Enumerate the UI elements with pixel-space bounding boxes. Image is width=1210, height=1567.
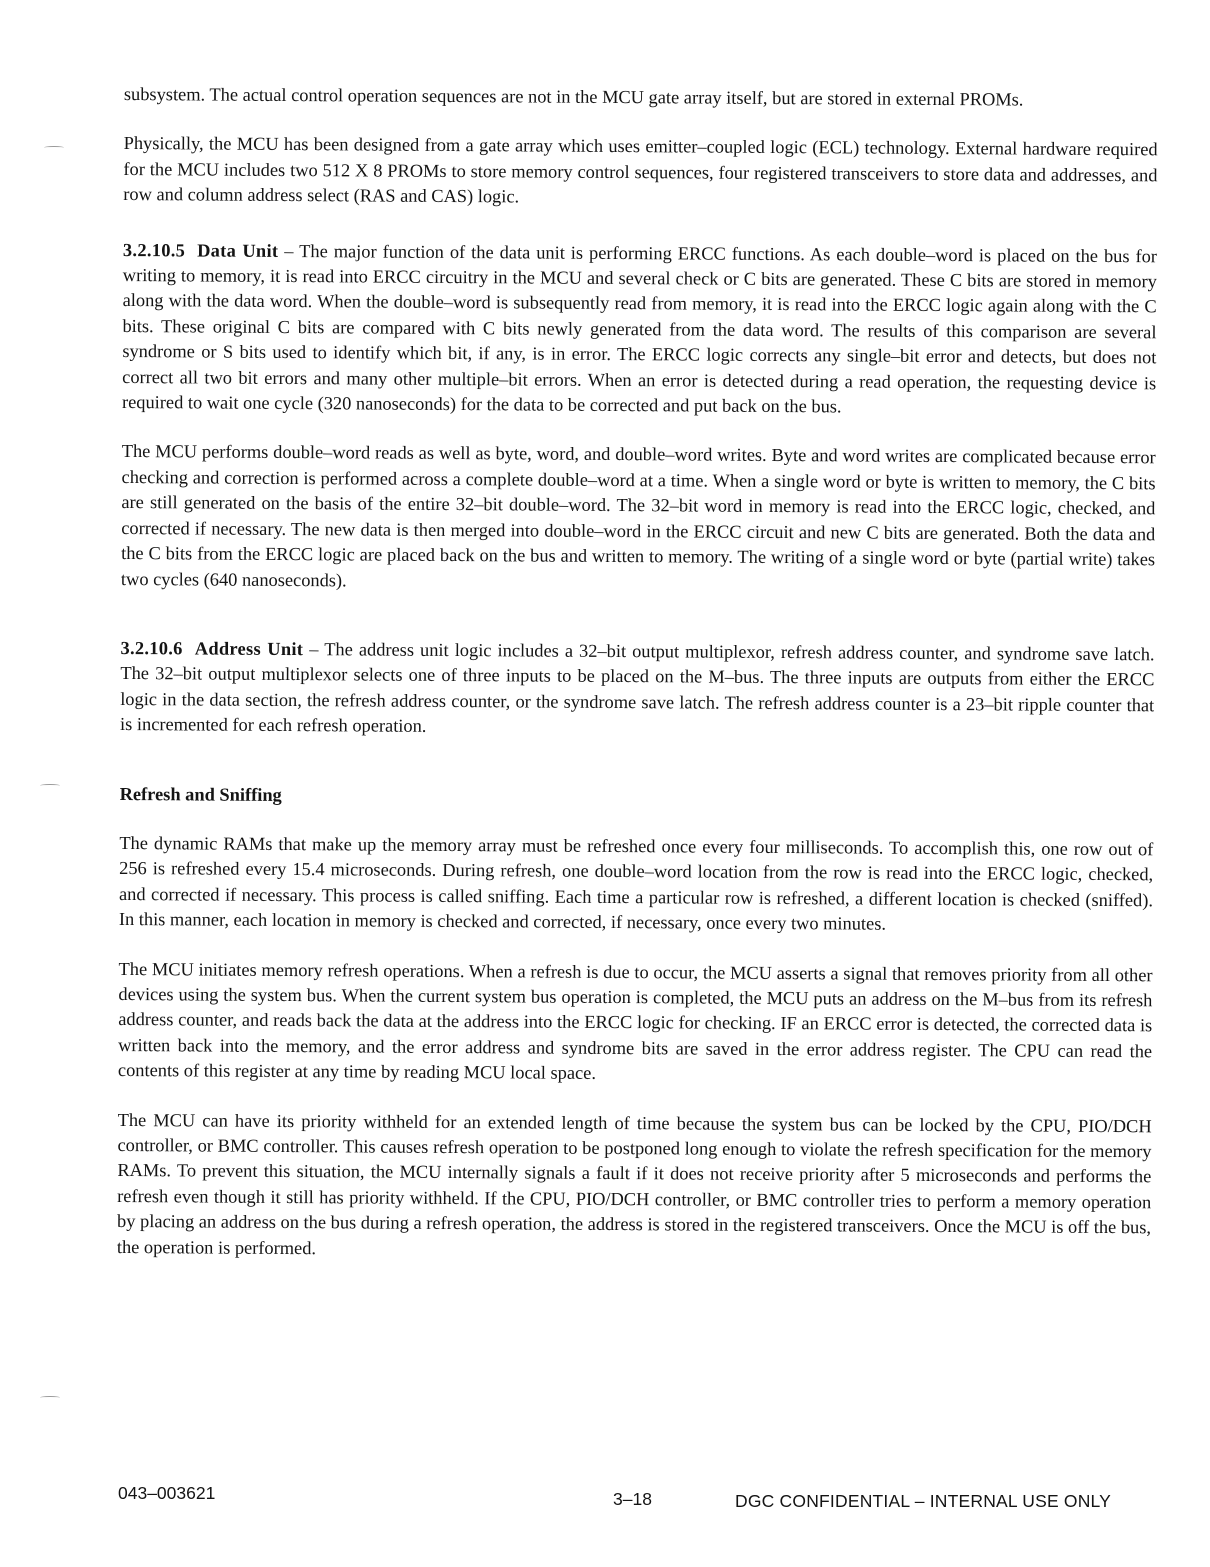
section-number-address-unit: 3.2.10.6 (120, 637, 183, 659)
margin-scan-mark (40, 1396, 60, 1399)
paragraph-priority-withheld: The MCU can have its priority withheld for an extended length of time because the system bus can be locked by the CPU, PIO/DCH controller, or BMC controller. This causes refresh operation to be postponed long enough to violate the refresh specification for the memory RAMs. To prevent this situation, the MCU internally signals a fault if it does not receive priority after 5 microseconds and performs the refresh even though it still has priority withheld. If the CPU, PIO/DCH controller, or BMC controller tries to perform a memory operation by placing an address on the bus during a refresh operation, the address is stored in the registered transceivers. Once the MCU is off the bus, the operation is performed. (116, 1109, 1152, 1258)
paragraph-dynamic-rams: The dynamic RAMs that make up the memory array must be refreshed once every four milliseconds. To accomplish this, one row out of 256 is refreshed every 15.4 microseconds. During refresh, one double–word location from the row is read into the ERCC logic, checked, and corrected if necessary. This process is called sniffing. Each time a particular row is refreshed, a different location is checked (sniffed). In this manner, each location in memory is checked and corrected, if necessary, once every two minutes. (118, 832, 1154, 934)
document-body (117, 82, 1158, 1266)
section-data-unit (122, 238, 1157, 422)
confidential-notice: DGC CONFIDENTIAL – INTERNAL USE ONLY (735, 1491, 1112, 1511)
address-unit-text: The address unit logic includes a 32–bit output multiplexor, refresh address counter, and syndrome save latch. The 32–bit output multiplexor selects one of three inputs to be placed on the M–bus. The three inputs are outputs from either the ERCC logic in the data section, the refresh address counter, or the syndrome save latch. The refresh address counter is a 23–bit ripple counter that is incremented for each refresh operation. (120, 639, 1155, 736)
section-dash: – (303, 639, 325, 660)
section-dash: – (278, 240, 300, 261)
page-footer (0, 1483, 1210, 1513)
data-unit-text: The major function of the data unit is performing ERCC functions. As each double–word is placed on the bus for writing to memory, it is read into ERCC circuitry in the MCU and several check or C bits are generated. These C bits are stored in memory along with the data word. When the double–word is subsequently read from memory, it is read into the ERCC logic again along with the C bits. These original C bits are compared with C bits newly generated from the data word. The results of this comparison are several syndrome or S bits used to identify which bit, if any, is in error. The ERCC logic corrects any single–bit error and detects, but does not correct all two bit errors and many other multiple–bit errors. When an error is detected during a read operation, the requesting device is required to wait one cycle (320 nanoseconds) for the data to be corrected and put back on the bus. (121, 240, 1158, 417)
paragraph-subsystem: subsystem. The actual control operation sequences are not in the MCU gate array itself, but are stored in external PROMs. (123, 83, 1024, 110)
section-number-data-unit: 3.2.10.5 (122, 239, 186, 261)
page-number: 3–18 (613, 1489, 652, 1509)
section-title-address-unit: Address Unit (194, 638, 304, 660)
section-address-unit (120, 636, 1155, 744)
margin-scan-mark (44, 146, 64, 149)
heading-refresh-and-sniffing: Refresh and Sniffing (119, 783, 282, 805)
paragraph-refresh-operations: The MCU initiates memory refresh operations. When a refresh is due to occur, the MCU asserts a signal that removes priority from all other devices using the system bus. When the current system bus operation is completed, the MCU puts an address on the M–bus from its refresh address counter, and reads back the data at the address into the ERCC logic for checking. IF an ERCC error is detected, the corrected data is written back into the memory, and the error address and syndrome bits are saved in the error address register. The CPU can read the contents of this register at any time by reading MCU local space. (117, 958, 1153, 1084)
section-title-data-unit: Data Unit (197, 240, 279, 261)
document-number: 043–003621 (118, 1483, 216, 1503)
margin-scan-mark (40, 784, 60, 787)
paragraph-physically: Physically, the MCU has been designed from a gate array which uses emitter–coupled logic (ECL) technology. External hardware required for the MCU includes two 512 X 8 PROMs to store memory control sequences, four registered transceivers to store data and addresses, and row and column address select (RAS and CAS) logic. (123, 133, 1158, 207)
paragraph-mcu-double-word: The MCU performs double–word reads as well as byte, word, and double–word writes. Byte and word writes are complicated because error checking and correction is performed across a complete double–word at a time. When a single word or byte is written to memory, the C bits are still generated on the basis of the entire 32–bit double–word. The 32–bit word in memory is read into the ERCC logic, checked, and corrected if necessary. The new data is then merged into double–word in the ERCC circuit and new C bits are generated. Both the data and the C bits from the ERCC logic are placed back on the bus and written to memory. The writing of a single word or byte (partial write) takes two cycles (640 nanoseconds). (120, 441, 1156, 590)
